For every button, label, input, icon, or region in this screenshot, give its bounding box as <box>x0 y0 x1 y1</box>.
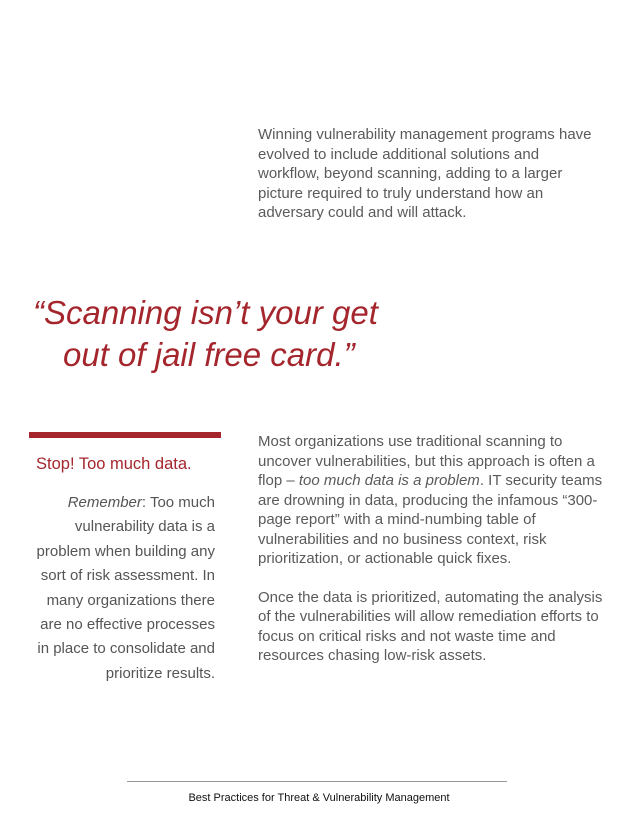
pull-quote-line-2: out of jail free card.” <box>63 336 355 373</box>
footer-divider <box>127 781 507 782</box>
footer-text: Best Practices for Threat & Vulnerability Management <box>188 792 450 804</box>
sidebar-body: : Too much vulnerability data is a problem when building any sort of risk assessment. In many organizations there are no effective processes in place to consolidate and prioritize results. <box>36 494 215 682</box>
body-paragraph-1 <box>258 432 603 569</box>
sidebar-heading: Stop! Too much data. <box>36 455 192 473</box>
body-paragraph-1-emphasis: too much data is a problem <box>298 472 480 489</box>
sidebar-lead: Remember <box>67 494 142 511</box>
body-paragraph-1-end: . IT security teams are drowning in data, producing the infamous “300-page report” with a mind-numbing table of vulnerabilities and no business context, risk prioritization, or actionable quick fixes. <box>258 472 603 567</box>
body-column <box>258 432 603 685</box>
body-paragraph-1-start: Most organizations use traditional scanning to uncover vulnerabilities, but this approach is often a flop – <box>258 433 595 489</box>
body-paragraph-2: Once the data is prioritized, automating the analysis of the vulnerabilities will allow remediation efforts to focus on critical risks and not waste time and resources chasing low-risk assets. <box>258 588 603 664</box>
intro-paragraph: Winning vulnerability management programs have evolved to include additional solutions and workflow, beyond scanning, adding to a larger picture required to truly understand how an adversary could and will attack. <box>258 126 592 221</box>
sidebar-text <box>30 491 215 686</box>
pull-quote-line-1: “Scanning isn’t your get <box>33 294 378 331</box>
sidebar-accent-rule <box>29 432 221 438</box>
pull-quote <box>33 292 593 376</box>
